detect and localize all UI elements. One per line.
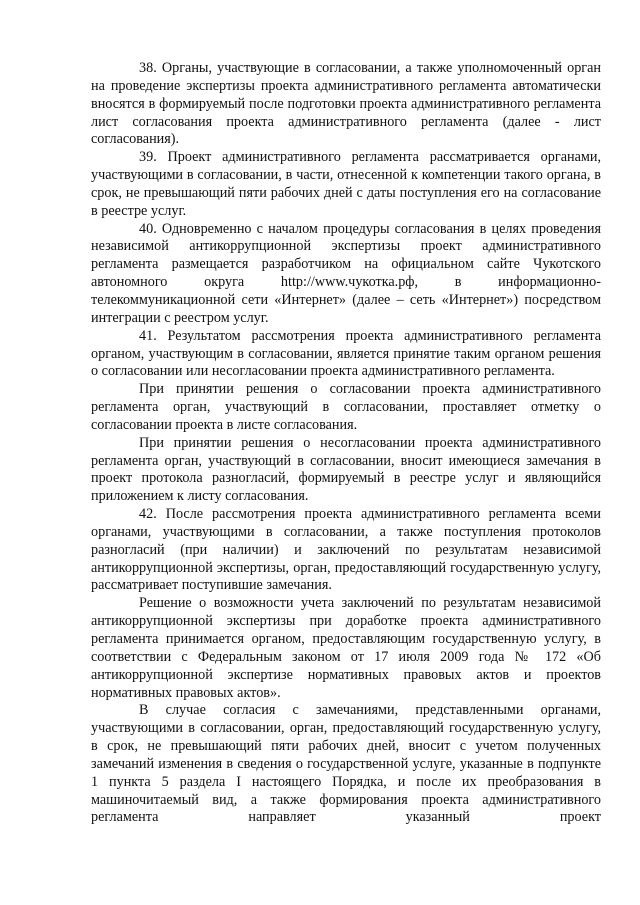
paragraph-41-rejection: При принятии решения о несогласовании проекта административного регламента орган, участвующий в согласовании, вносит имеющиеся замечания в проект протокола разногласий, формируемый в реестре услуг и являющийся приложением к листу согласования. [91, 434, 601, 505]
document-page [91, 60, 601, 827]
paragraph-42-agreement: В случае согласия с замечаниями, представленными органами, участвующими в согласовании, орган, предоставляющий государственную услугу, в срок, не превышающий пяти рабочих дней, вносит с учетом полученных замечаний изменения в сведения о государственной услуге, указанные в подпункте 1 пункта 5 раздела I настоящего Порядка, и после их преобразования в машиночитаемый вид, а также формирования проекта административного регламента направляет указанный проект [91, 702, 601, 826]
paragraph-40: 40. Одновременно с началом процедуры согласования в целях проведения независимой антикоррупционной экспертизы проект административного регламента размещается разработчиком на официальном сайте Чукотского автономного округа http://www.чукотка.рф, в информационно-телекоммуникационной сети «Интернет» (далее – сеть «Интернет») посредством интеграции с реестром услуг. [91, 220, 601, 326]
paragraph-39: 39. Проект административного регламента рассматривается органами, участвующими в согласовании, в части, отнесенной к компетенции такого органа, в срок, не превышающий пяти рабочих дней с даты поступления его на согласование в реестре услуг. [91, 149, 601, 219]
paragraph-42-decision: Решение о возможности учета заключений по результатам независимой антикоррупционной экспертизы при доработке проекта административного регламента принимается органом, предоставляющим государственную услугу, в соответствии с Федеральным законом от 17 июля 2009 года № 172 «Об антикоррупционной экспертизе нормативных правовых актов и проектов нормативных правовых актов». [91, 595, 601, 701]
paragraph-42: 42. После рассмотрения проекта административного регламента всеми органами, участвующими в согласовании, а также поступления протоколов разногласий (при наличии) и заключений по результатам независимой антикоррупционной экспертизы, орган, предоставляющий государственную услугу, рассматривает поступившие замечания. [91, 506, 601, 594]
paragraph-41: 41. Результатом рассмотрения проекта административного регламента органом, участвующим в согласовании, является принятие таким органом решения о согласовании или несогласовании проекта административного регламента. [91, 327, 601, 380]
paragraph-38: 38. Органы, участвующие в согласовании, а также уполномоченный орган на проведение экспертизы проекта административного регламента автоматически вносятся в формируемый после подготовки проекта административного регламента лист согласования проекта административного регламента (далее - лист согласования). [91, 60, 601, 148]
paragraph-41-approval: При принятии решения о согласовании проекта административного регламента орган, участвующий в согласовании, проставляет отметку о согласовании проекта в листе согласования. [91, 381, 601, 433]
